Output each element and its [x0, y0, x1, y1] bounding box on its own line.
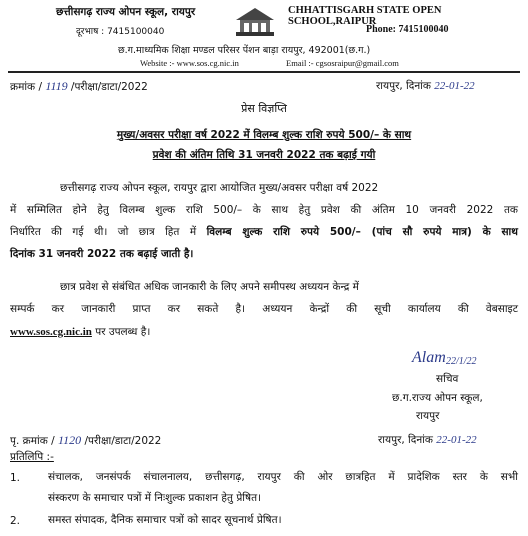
ref-date: [376, 79, 475, 93]
para1-line3-bold: विलम्ब शुल्क राशि रुपये 500/– (पांच सौ रुपये मात्र) के साथ: [206, 226, 518, 238]
endorsement-date-value: 22-01-22: [436, 434, 477, 446]
para1-line3: [10, 222, 518, 243]
phone-hindi: दूरभाष : 7415100040: [76, 27, 165, 37]
endorsement-ref-number: 1120: [58, 433, 82, 447]
endorsement-number: [10, 433, 161, 448]
signatory-city: रायपुर: [416, 410, 440, 422]
subject-line-2: प्रवेश की अंतिम तिथि 31 जनवरी 2022 तक बढ़ाई गयी: [152, 149, 376, 161]
office-address: छ.ग.माध्यमिक शिक्षा मण्डल परिसर पेंशन बाड़ा रायपुर, 492001(छ.ग.): [118, 45, 371, 56]
para1-line4: दिनांक 31 जनवरी 2022 तक बढ़ाई जाती है।: [10, 248, 194, 260]
signature-scribble: Alam: [412, 349, 446, 366]
endorsement-date: [378, 433, 477, 447]
para2-line1: छात्र प्रवेश से संबंधित अधिक जानकारी के लिए अपने समीपस्थ अध्ययन केन्द्र में: [60, 281, 359, 293]
date-value: 22-01-22: [434, 80, 475, 92]
copy-to-label: प्रतिलिपि :-: [10, 451, 54, 463]
phone-english: Phone: 7415100040: [366, 24, 449, 35]
ref-prefix: क्रमांक /: [10, 81, 43, 93]
website-link[interactable]: www.sos.cg.nic.in: [10, 326, 92, 338]
notice-label: प्रेस विज्ञप्ति: [241, 102, 287, 115]
copy-item-1-line2: संस्करण के समाचार पत्रों में निःशुल्क प्रकाशन हेतु प्रेषित।: [48, 492, 262, 504]
copy-item-2-number: 2.: [10, 515, 21, 527]
para1-line3-a: निर्धारित की गई थी। जो छात्र हित में: [10, 226, 197, 238]
signatory-org: छ.ग.राज्य ओपन स्कूल,: [392, 392, 483, 404]
endorsement-suffix: /परीक्षा/डाटा/2022: [84, 435, 162, 447]
emblem-logo: [232, 6, 278, 38]
copy-item-1-number: 1.: [10, 472, 21, 484]
para1-line2: में सम्मिलित होने हेतु विलम्ब शुल्क राशि 500/– के साथ हेतु प्रवेश की अंतिम 10 जनवरी 2022 तक: [10, 204, 518, 216]
email[interactable]: Email :- cgsosraipur@gmail.com: [286, 58, 399, 68]
place-date-label: रायपुर, दिनांक: [376, 80, 431, 92]
signature-date: 22/1/22: [446, 356, 477, 367]
org-name-english: CHHATTISGARH STATE OPEN SCHOOL,RAIPUR: [288, 5, 442, 27]
endorsement-prefix: पृ. क्रमांक /: [10, 435, 55, 447]
reference-number: [10, 79, 148, 94]
subject-line-1: मुख्य/अवसर परीक्षा वर्ष 2022 में विलम्ब शुल्क राशि रुपये 500/– के साथ: [116, 129, 412, 141]
org-name-hindi: छत्तीसगढ़ राज्य ओपन स्कूल, रायपुर: [56, 6, 196, 18]
signatory-title: सचिव: [436, 373, 459, 385]
ref-suffix: /परीक्षा/डाटा/2022: [70, 81, 148, 93]
para1-line1: छत्तीसगढ़ राज्य ओपन स्कूल, रायपुर द्वारा आयोजित मुख्य/अवसर परीक्षा वर्ष 2022: [60, 182, 379, 194]
header-divider: [8, 71, 520, 73]
para2-line2: सम्पर्क कर जानकारी प्राप्त कर सकते है। अध्ययन केन्द्रों की सूची कार्यालय की वेबसाइट: [10, 303, 518, 315]
para2-line3-rest: पर उपलब्ध है।: [91, 326, 151, 338]
para2-line3: [10, 322, 150, 343]
website[interactable]: Website :- www.sos.cg.nic.in: [140, 58, 239, 68]
copy-item-2: समस्त संपादक, दैनिक समाचार पत्रों को सादर सूचनार्थ प्रेषित।: [48, 514, 282, 526]
copy-item-1-line1: संचालक, जनसंपर्क संचालनालय, छत्तीसगढ़, रायपुर की ओर छात्रहित में प्रादेशिक स्तर के सभी: [48, 471, 518, 483]
ref-number: 1119: [45, 79, 68, 93]
endorsement-date-label: रायपुर, दिनांक: [378, 434, 433, 446]
